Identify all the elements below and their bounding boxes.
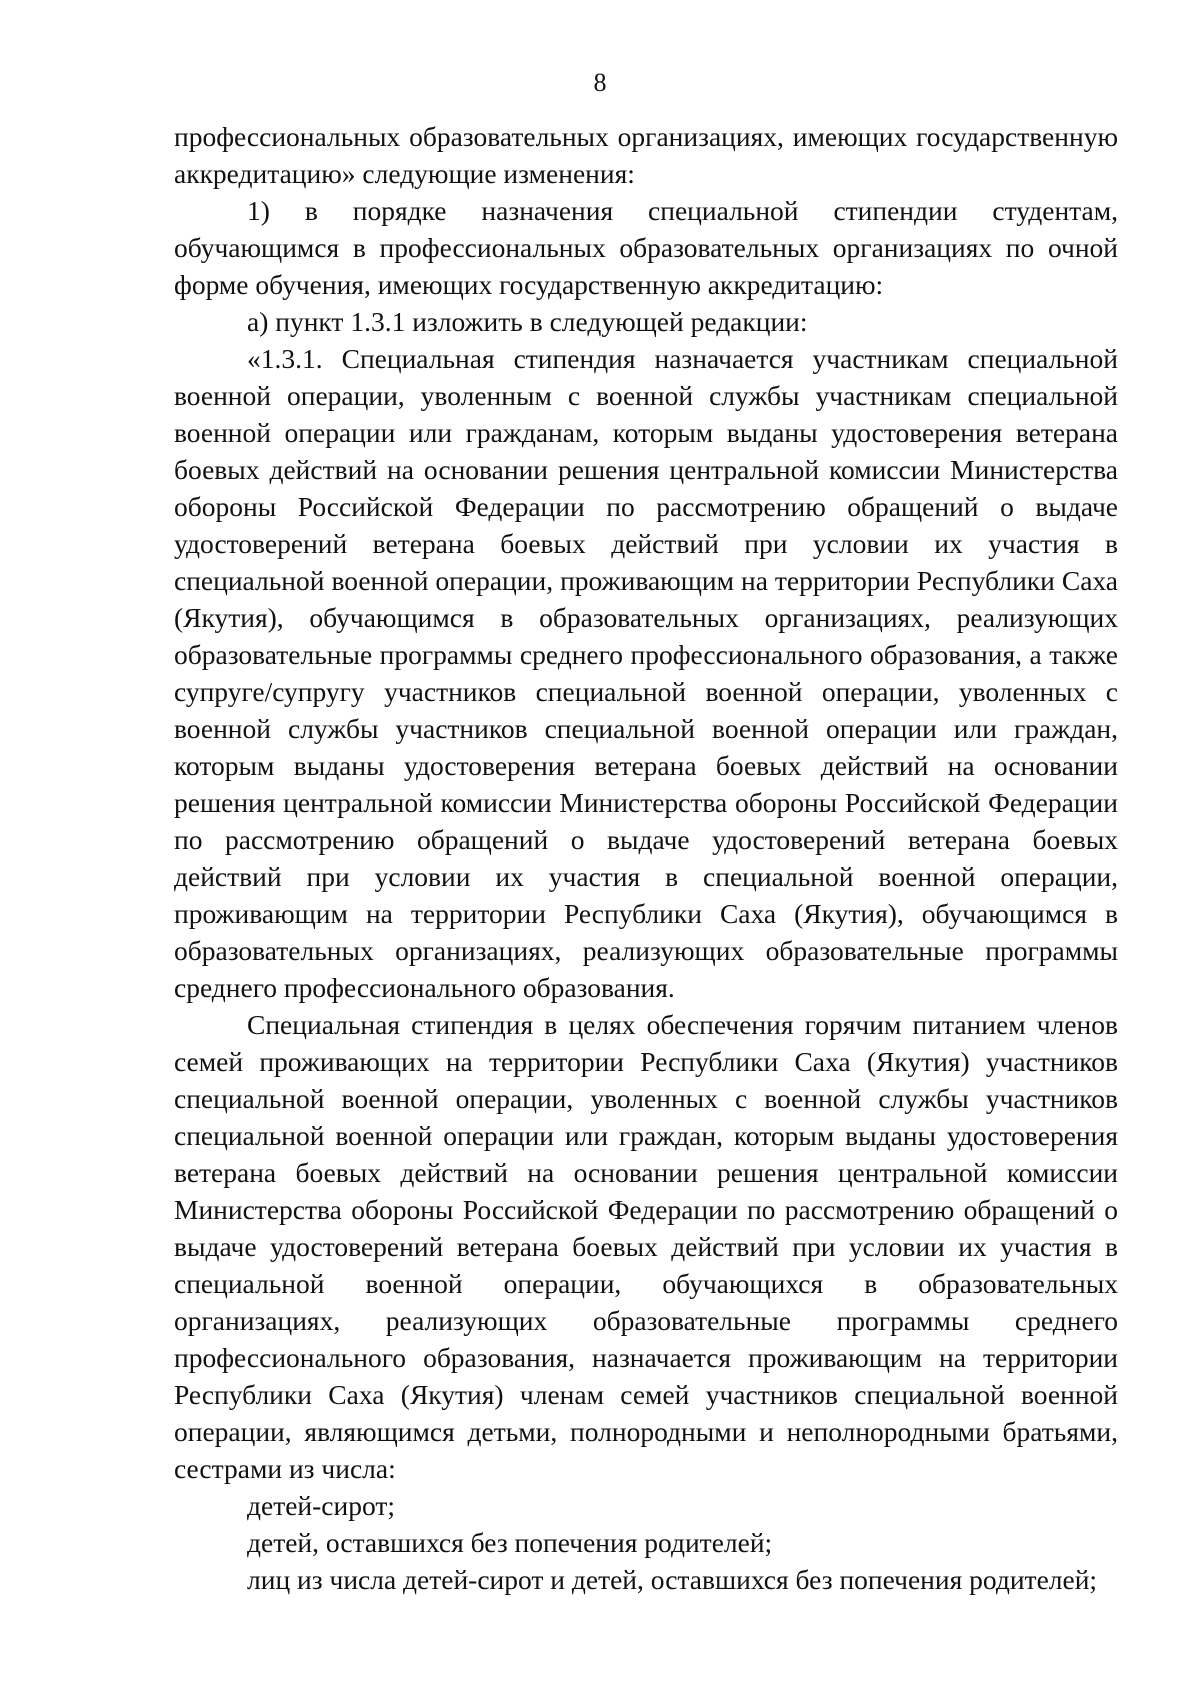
paragraph-continuation: профессиональных образовательных организациях, имеющих государственную аккредитацию» следующие изменения: (174, 121, 1118, 189)
paragraph-subitem-a: а) пункт 1.3.1 изложить в следующей редакции: (247, 306, 808, 337)
page-number: 8 (593, 68, 607, 97)
paragraph-special-stipend: Специальная стипендия в целях обеспечения горячим питанием членов семей проживающих на территории Республики Саха (Якутия) участников специальной военной операции, уволенных с военной службы участников специальной военной операции или граждан, которым выданы удостоверения ветерана боевых действий на основании решения центральной комиссии Министерства обороны Российской Федерации по рассмотрению обращений о выдаче удостоверений ветерана боевых действий при условии их участия в специальной военной операции, обучающихся в образовательных организациях, реализующих образовательные программы среднего профессионального образования, назначается проживающим на территории Республики Саха (Якутия) членам семей участников специальной военной операции, являющимся детьми, полнородными и неполнородными братьями, сестрами из числа: (174, 1009, 1118, 1484)
list-item-persons-from-orphans: лиц из числа детей-сирот и детей, оставшихся без попечения родителей; (247, 1564, 1098, 1595)
list-item-without-care: детей, оставшихся без попечения родителей; (247, 1527, 773, 1558)
paragraph-item-1: 1) в порядке назначения специальной стипендии студентам, обучающимся в профессиональных образовательных организациях по очной форме обучения, имеющих государственную аккредитацию: (174, 195, 1118, 300)
document-body (174, 118, 1118, 1598)
list-item-orphans: детей-сирот; (247, 1490, 396, 1521)
paragraph-clause-1-3-1: «1.3.1. Специальная стипендия назначается участникам специальной военной операции, уволенным с военной службы участникам специальной военной операции или гражданам, которым выданы удостоверения ветерана боевых действий на основании решения центральной комиссии Министерства обороны Российской Федерации по рассмотрению обращений о выдаче удостоверений ветерана боевых действий при условии их участия в специальной военной операции, проживающим на территории Республики Саха (Якутия), обучающимся в образовательных организациях, реализующих образовательные программы среднего профессионального образования, а также супруге/супругу участников специальной военной операции, уволенных с военной службы участников специальной военной операции или граждан, которым выданы удостоверения ветерана боевых действий на основании решения центральной комиссии Министерства обороны Российской Федерации по рассмотрению обращений о выдаче удостоверений ветерана боевых действий при условии их участия в специальной военной операции, проживающим на территории Республики Саха (Якутия), обучающимся в образовательных организациях, реализующих образовательные программы среднего профессионального образования. (174, 343, 1118, 1003)
